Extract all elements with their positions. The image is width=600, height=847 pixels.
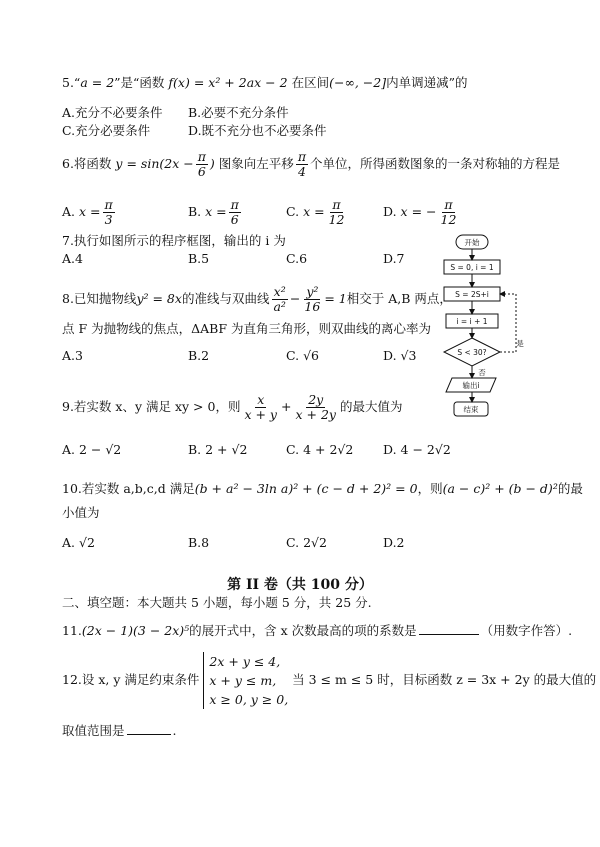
- flow-update-i-label: i = i + 1: [456, 317, 488, 326]
- q5-option-a: A.充分不必要条件: [62, 105, 163, 120]
- part2-title: 第 II 卷（共 100 分）: [227, 577, 373, 593]
- q8-stem-line2: 点 F 为抛物线的焦点，ΔABF 为直角三角形，则双曲线的离心率为: [62, 321, 432, 336]
- q9-option-a: A. 2 − √2: [62, 442, 122, 457]
- q9-stem: 9.若实数 x、y 满足 xy > 0，则 $\frac{x}{x + y}$ + $\frac{2y}{x + 2y}$ 的最大值为: [62, 392, 403, 422]
- q8-option-d: D. √3: [383, 348, 417, 363]
- q8-option-b: B.2: [188, 348, 210, 363]
- q5-option-c: C.充分必要条件: [62, 123, 151, 138]
- flow-init-label: S = 0, i = 1: [450, 263, 494, 272]
- flow-update-s-label: S = 2S+i: [455, 290, 489, 299]
- q7-option-a: A.4: [62, 251, 83, 266]
- flow-end-label: 结束: [463, 405, 479, 414]
- q10-stem: 10.若实数 a,b,c,d 满足(b + a² − 3ln a)² + (c − d + 2)² = 0，则(a − c)² + (b − d)²的最: [62, 481, 583, 496]
- q6-option-c: C. x = $\frac{\pi}{12}$: [286, 197, 345, 227]
- flow-no-label: 否: [478, 368, 486, 377]
- q10-option-d: D.2: [383, 535, 405, 550]
- q7-option-d: D.7: [383, 251, 405, 266]
- q5-option-b: B.必要不充分条件: [188, 105, 289, 120]
- q8-option-a: A.3: [62, 348, 83, 363]
- q8-option-c: C. √6: [286, 348, 319, 363]
- flow-yes-label: 是: [516, 339, 524, 348]
- q12-answer-blank: [127, 722, 171, 735]
- flowchart: [432, 232, 532, 422]
- part2-intro: 二、填空题：本大题共 5 小题，每小题 5 分，共 25 分.: [62, 595, 372, 610]
- flow-cond-label: S < 30?: [457, 348, 487, 357]
- q12-constraint-system: 2x + y ≤ 4, x + y ≤ m, x ≥ 0, y ≥ 0,: [203, 652, 288, 709]
- q10-option-b: B.8: [188, 535, 210, 550]
- q9-option-d: D. 4 − 2√2: [383, 442, 451, 457]
- q6-option-a: A. x = $\frac{\pi}{3}$: [62, 197, 113, 227]
- q11-answer-blank: [419, 622, 479, 635]
- q10-option-a: A. √2: [62, 535, 95, 550]
- q9-option-c: C. 4 + 2√2: [286, 442, 354, 457]
- q7-option-c: C.6: [286, 251, 308, 266]
- q6-option-b: B. x = $\frac{\pi}{6}$: [188, 197, 239, 227]
- q5-option-d: D.既不充分也不必要条件: [188, 123, 327, 138]
- q7-stem: 7.执行如图所示的程序框图，输出的 i 为: [62, 233, 286, 248]
- q10-stem-line2: 小值为: [62, 505, 100, 520]
- q11-stem: 11.(2x − 1)(3 − 2x)⁵的展开式中，含 x 次数最高的项的系数是 （用数字作答）.: [62, 623, 573, 638]
- q6-option-d: D. x = − $\frac{\pi}{12}$: [383, 197, 457, 227]
- flow-start-label: 开始: [464, 238, 480, 247]
- q6-stem: 6.将函数 y = sin(2x − $\frac{\pi}{6}$ ) 图象向左平移 $\frac{\pi}{4}$ 个单位，所得函数图象的一条对称轴的方程是: [62, 149, 561, 179]
- q8-stem: 8.已知抛物线y² = 8x的准线与双曲线 $\frac{\text{x²}}{\text{a²}}$ − $\frac{\text{y²}}{16}$ = 1相交于 A,B 两点，: [62, 284, 452, 314]
- q9-option-b: B. 2 + √2: [188, 442, 248, 457]
- q10-option-c: C. 2√2: [286, 535, 327, 550]
- q5-stem: 5.“a = 2”是“函数 f(x) = x² + 2ax − 2 在区间(−∞, −2]内单调递减”的: [62, 75, 468, 90]
- q12-stem-line2: 取值范围是 .: [62, 723, 177, 738]
- flow-output-label: 输出i: [462, 381, 480, 390]
- q7-option-b: B.5: [188, 251, 210, 266]
- q12-stem: 12.设 x, y 满足约束条件 2x + y ≤ 4, x + y ≤ m, x ≥ 0, y ≥ 0, 当 3 ≤ m ≤ 5 时，目标函数 z = 3x + 2y 的最大值的: [62, 654, 597, 707]
